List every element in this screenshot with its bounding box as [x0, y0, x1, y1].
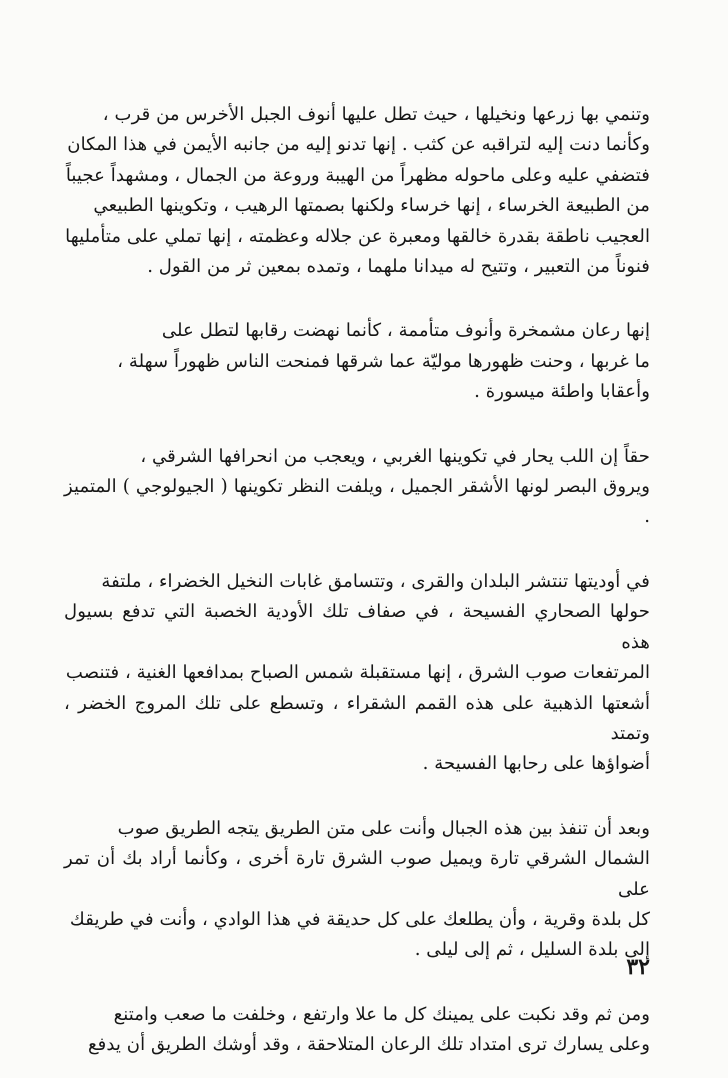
paragraph-2: إنها رعان مشمخرة وأنوف متأممة ، كأنما نهضت رقابها لتطل على ما غربها ، وحنت ظهورها موليّة عما شرقها فمنحت الناس ظهوراً سهلة ، وأعقابا واطئة ميسورة . [117, 320, 650, 403]
paragraph-4: في أوديتها تنتشر البلدان والقرى ، وتتسامق غابات النخيل الخضراء ، ملتفة حولها الصحاري الفسيحة ، في صفاف تلك الأودية الخصبة التي تدفع بسيول هذه المرتفعات صوب الشرق ، إنها مستقبلة شمس الصباح بمدافعها الغنية ، فتنصب أشعتها الذهبية على هذه القمم الشقراء ، وتسطع على تلك المروج الخضر ، وتمتد أضواؤها على رحابها الفسيحة . [64, 570, 650, 775]
paragraph-3: حقاً إن اللب يحار في تكوينها الغربي ، ويعجب من انحرافها الشرقي ، ويروق البصر لونها الأشقر الجميل ، ويلفت النظر تكوينها ( الجيولوجي ) المتميز . [64, 445, 650, 528]
body-text [64, 100, 650, 1061]
page-number: ٣٢ [626, 954, 650, 980]
paragraph-5: وبعد أن تنفذ بين هذه الجبال وأنت على متن الطريق يتجه الطريق صوب الشمال الشرقي تارة ويميل صوب الشرق تارة أخرى ، وكأنما أراد بك أن تمر على كل بلدة وقرية ، وأن يطلعك على كل حديقة في هذا الوادي ، وأنت في طريقك إلى بلدة السليل ، ثم إلى ليلى . [64, 817, 650, 961]
paragraph-1: وتنمي بها زرعها ونخيلها ، حيث تطل عليها أنوف الجبل الأخرس من قرب ، وكأنما دنت إليه لتراقبه عن كثب . إنها تدنو إليه من جانبه الأيمن في هذا المكان فتضفي عليه وعلى ماحوله مظهراً من الهيبة وروعة من الجمال ، ومشهداً عجيباً من الطبيعة الخرساء ، إنها خرساء ولكنها بصمتها الرهيب ، وتكوينها الطبيعي العجيب ناطقة بقدرة خالقها ومعبرة عن جلاله وعظمته ، إنها تملي على متأمليها فنوناً من التعبير ، وتتيح له ميدانا ملهما ، وتمده بمعين ثر من القول . [65, 104, 650, 278]
paragraph-6: ومن ثم وقد نكبت على يمينك كل ما علا وارتفع ، وخلفت ما صعب وامتنع وعلى يسارك ترى امتداد تلك الرعان المتلاحقة ، وقد أوشك الطريق أن يدفع [87, 1003, 650, 1056]
